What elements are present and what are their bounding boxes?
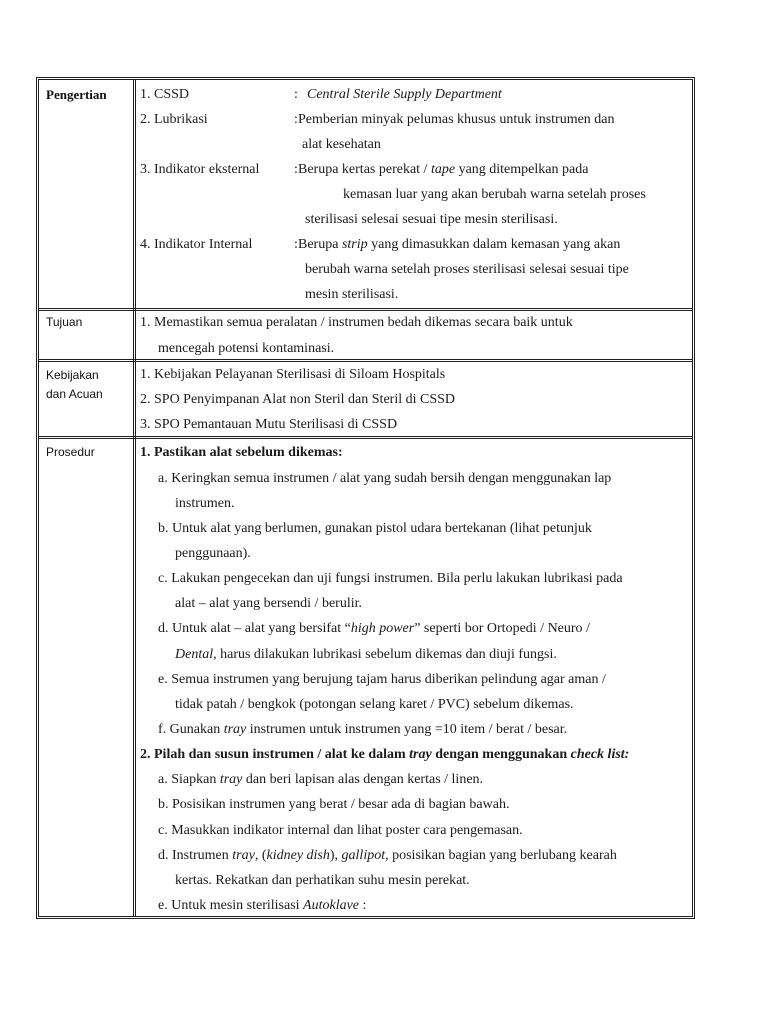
step-item: Dental, harus dilakukan lubrikasi sebelum dikemas dan diuji fungsi.	[175, 647, 557, 662]
term-sep: :	[294, 112, 298, 127]
step-item: e. Untuk mesin sterilisasi Autoklave :	[158, 898, 367, 913]
step-item: alat – alat yang bersendi / berulir.	[175, 596, 362, 611]
term-definition: kemasan luar yang akan berubah warna setelah proses	[343, 187, 646, 202]
row-divider	[39, 308, 692, 311]
step-item: e. Semua instrumen yang berujung tajam harus diberikan pelindung agar aman /	[158, 672, 606, 687]
step-item: penggunaan).	[175, 546, 251, 561]
term-definition: Pemberian minyak pelumas khusus untuk instrumen dan	[298, 112, 615, 127]
label-kebijakan: Kebijakan	[46, 368, 99, 382]
term-definition: mesin sterilisasi.	[305, 287, 399, 302]
procedure-table	[36, 77, 695, 919]
step-item: d. Instrumen tray, (kidney dish), gallipot, posisikan bagian yang berlubang kearah	[158, 848, 617, 863]
term-sep: :	[294, 87, 298, 102]
term-sep: :	[294, 162, 298, 177]
column-divider	[133, 80, 136, 916]
label-pengertian: Pengertian	[46, 87, 107, 102]
term-definition: Berupa kertas perekat / tape yang ditempelkan pada	[298, 162, 589, 177]
term-num: 2. Lubrikasi	[140, 112, 208, 127]
step-item: a. Siapkan tray dan beri lapisan alas dengan kertas / linen.	[158, 772, 484, 787]
step-item: b. Posisikan instrumen yang berat / besar ada di bagian bawah.	[158, 797, 510, 812]
step-item: a. Keringkan semua instrumen / alat yang sudah bersih dengan menggunakan lap	[158, 471, 612, 486]
step-title: 1. Pastikan alat sebelum dikemas:	[140, 445, 343, 460]
step-title: 2. Pilah dan susun instrumen / alat ke dalam tray dengan menggunakan check list:	[140, 747, 630, 762]
step-item: kertas. Rekatkan dan perhatikan suhu mesin perekat.	[175, 873, 470, 888]
row-divider	[39, 359, 692, 362]
step-item: tidak patah / bengkok (potongan selang karet / PVC) sebelum dikemas.	[175, 697, 574, 712]
step-item: instrumen.	[175, 496, 235, 511]
kebijakan-item: 3. SPO Pemantauan Mutu Sterilisasi di CSSD	[140, 417, 398, 432]
term-num: 4. Indikator Internal	[140, 237, 253, 252]
step-item: d. Untuk alat – alat yang bersifat “high power” seperti bor Ortopedi / Neuro /	[158, 621, 590, 636]
kebijakan-item: 2. SPO Penyimpanan Alat non Steril dan Steril di CSSD	[140, 392, 456, 407]
tujuan-text: 1. Memastikan semua peralatan / instrumen bedah dikemas secara baik untuk	[140, 315, 573, 330]
term-definition: berubah warna setelah proses sterilisasi selesai sesuai tipe	[305, 262, 629, 277]
term-definition: Central Sterile Supply Department	[307, 87, 502, 102]
row-divider	[39, 436, 692, 439]
step-item: c. Lakukan pengecekan dan uji fungsi instrumen. Bila perlu lakukan lubrikasi pada	[158, 571, 623, 586]
term-definition: alat kesehatan	[302, 137, 381, 152]
tujuan-text: mencegah potensi kontaminasi.	[158, 341, 335, 356]
step-item: c. Masukkan indikator internal dan lihat poster cara pengemasan.	[158, 823, 523, 838]
kebijakan-item: 1. Kebijakan Pelayanan Sterilisasi di Siloam Hospitals	[140, 367, 446, 382]
term-definition: Berupa strip yang dimasukkan dalam kemasan yang akan	[298, 237, 621, 252]
label-prosedur: Prosedur	[46, 445, 95, 459]
term-definition: sterilisasi selesai sesuai tipe mesin sterilisasi.	[305, 212, 558, 227]
label-tujuan: Tujuan	[46, 315, 83, 329]
term-sep: :	[294, 237, 298, 252]
term-num: 1. CSSD	[140, 87, 190, 102]
step-item: f. Gunakan tray instrumen untuk instrumen yang =10 item / berat / besar.	[158, 722, 568, 737]
label-acuan: dan Acuan	[46, 387, 103, 401]
term-num: 3. Indikator eksternal	[140, 162, 260, 177]
step-item: b. Untuk alat yang berlumen, gunakan pistol udara bertekanan (lihat petunjuk	[158, 521, 592, 536]
